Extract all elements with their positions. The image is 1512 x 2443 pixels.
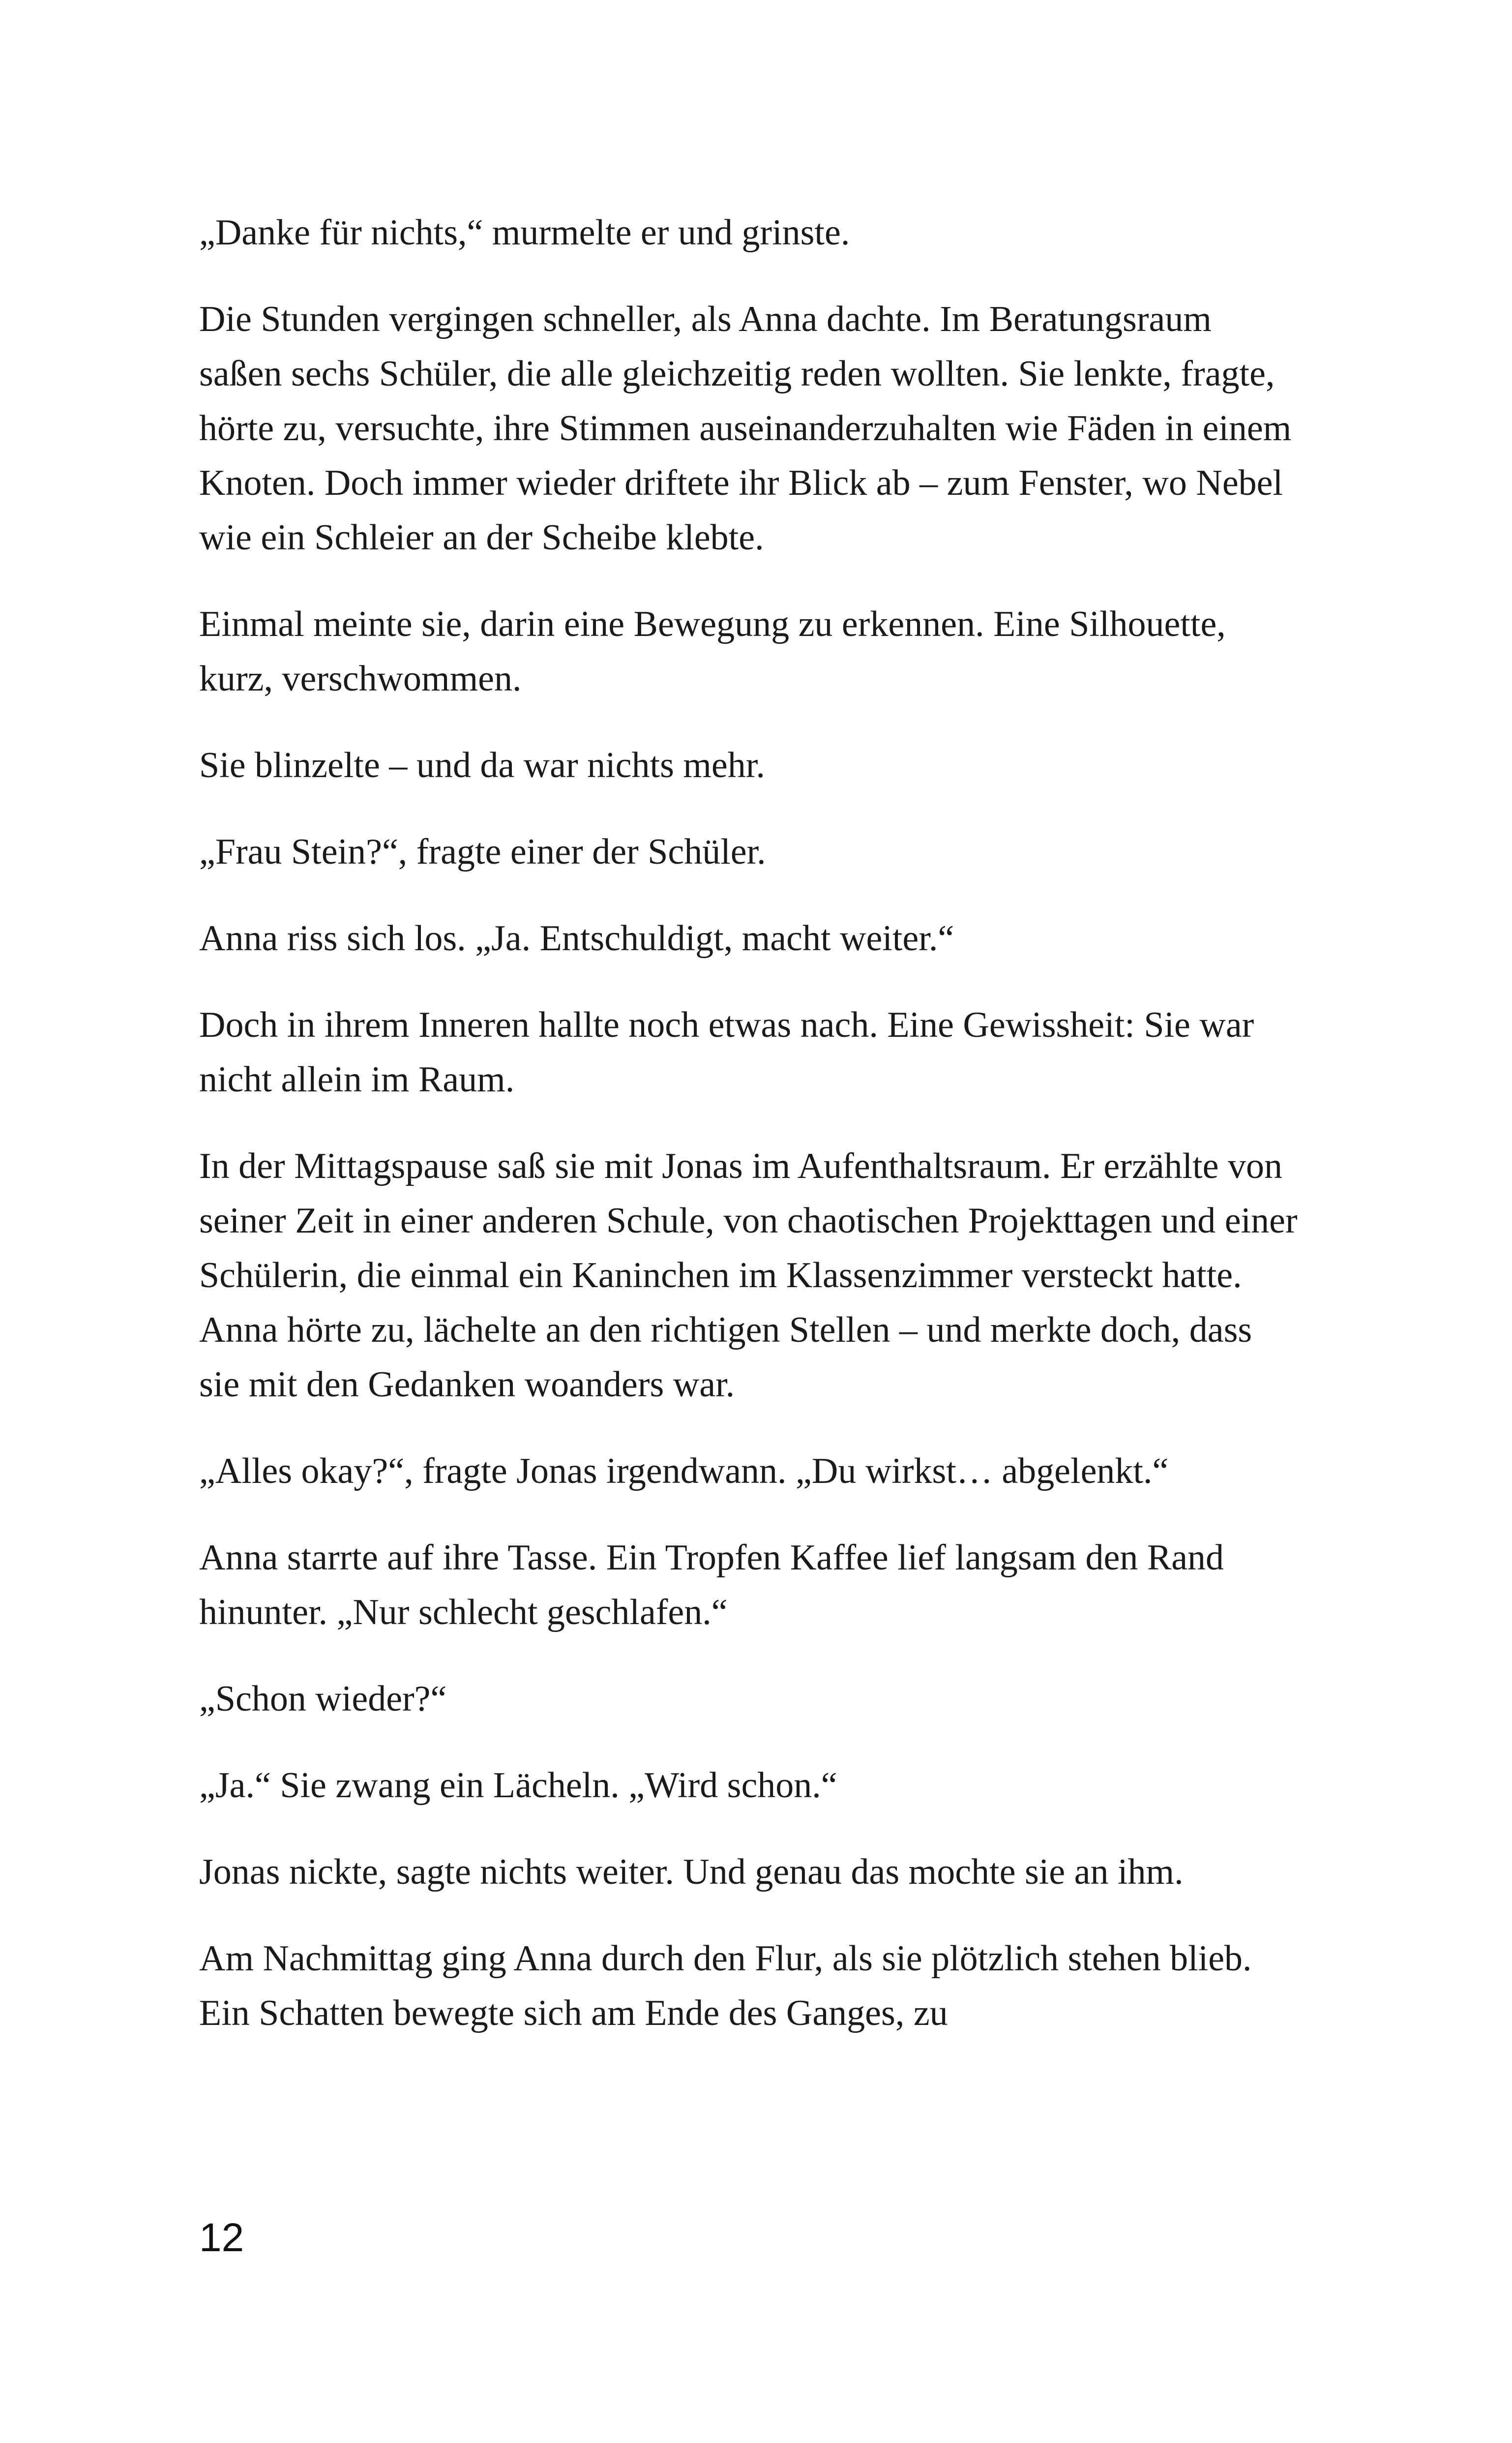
paragraph: Anna starrte auf ihre Tasse. Ein Tropfen Kaffee lief langsam den Rand hinunter. „Nur schlecht geschlafen.“ — [199, 1538, 1224, 1632]
paragraph: „Ja.“ Sie zwang ein Lächeln. „Wird schon.“ — [199, 1765, 837, 1806]
paragraph: Die Stunden vergingen schneller, als Anna dachte. Im Beratungsraum saßen sechs Schüler, die alle gleichzeitig reden wollten. Sie lenkte, fragte, hörte zu, versuchte, ihre Stimmen auseinanderzuhalten wie Fäden in einem Knoten. Doch immer wieder driftete ihr Blick ab – zum Fenster, wo Nebel wie ein Schleier an der Scheibe klebte. — [199, 299, 1292, 558]
paragraph: In der Mittagspause saß sie mit Jonas im Aufenthaltsraum. Er erzählte von seiner Zeit in einer anderen Schule, von chaotischen Projekttagen und einer Schülerin, die einmal ein Kaninchen im Klassenzimmer versteckt hatte. Anna hörte zu, lächelte an den richtigen Stellen – und merkte doch, dass sie mit den Gedanken woanders war. — [199, 1146, 1298, 1405]
paragraph: „Frau Stein?“, fragte einer der Schüler. — [199, 832, 766, 872]
paragraph: Einmal meinte sie, darin eine Bewegung zu erkennen. Eine Silhouette, kurz, verschwommen. — [199, 604, 1226, 699]
page-number: 12 — [199, 2215, 244, 2260]
paragraph: Jonas nickte, sagte nichts weiter. Und genau das mochte sie an ihm. — [199, 1852, 1184, 1892]
paragraph: Sie blinzelte – und da war nichts mehr. — [199, 745, 765, 785]
paragraph: Am Nachmittag ging Anna durch den Flur, als sie plötzlich stehen blieb. Ein Schatten bewegte sich am Ende des Ganges, zu — [199, 1938, 1252, 2033]
paragraph: „Schon wieder?“ — [199, 1679, 447, 1719]
paragraph: Anna riss sich los. „Ja. Entschuldigt, macht weiter.“ — [199, 918, 954, 959]
paragraph: „Danke für nichts,“ murmelte er und grinste. — [199, 212, 850, 253]
paragraph: „Alles okay?“, fragte Jonas irgendwann. „Du wirkst… abgelenkt.“ — [199, 1451, 1169, 1491]
paragraph: Doch in ihrem Inneren hallte noch etwas nach. Eine Gewissheit: Sie war nicht allein im Raum. — [199, 1005, 1254, 1100]
body-text — [199, 206, 1301, 2073]
